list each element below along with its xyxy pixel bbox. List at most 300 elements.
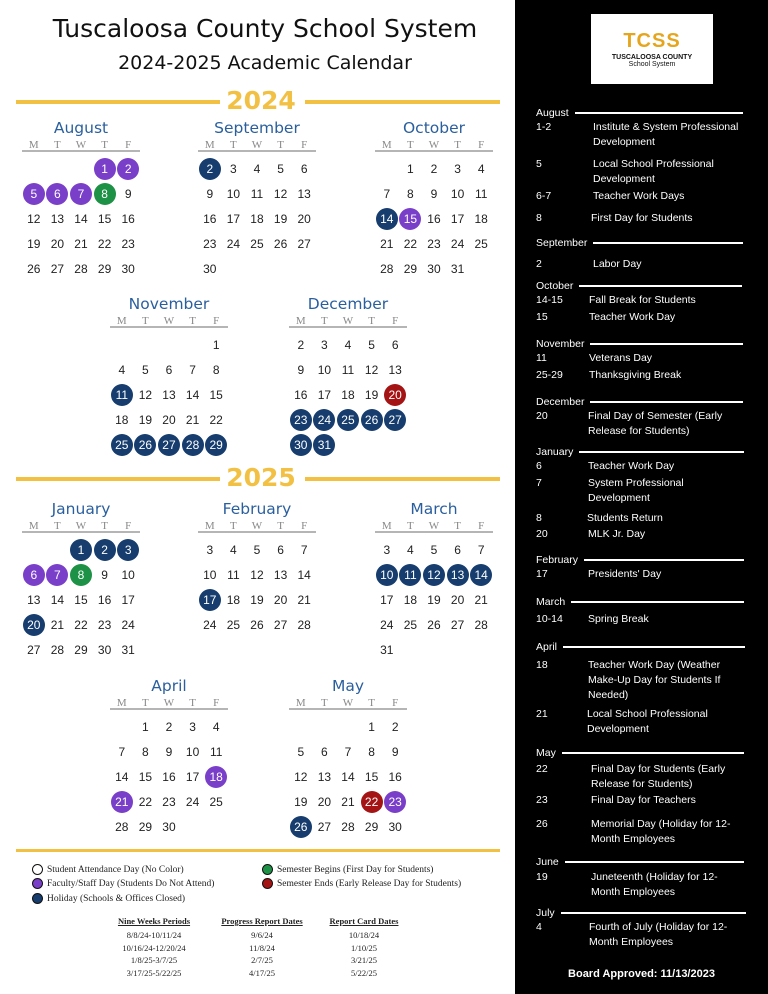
day-number: 17 [317, 387, 332, 402]
day-marked-sb: 8 [94, 183, 116, 205]
day-number: 16 [388, 769, 402, 784]
day-cell [116, 258, 140, 280]
district-logo [591, 14, 713, 84]
day-empty [46, 158, 68, 180]
event-description: Final Day for Students (Early Release for Students) [591, 763, 726, 790]
day-cell [198, 158, 222, 180]
day-cell [46, 233, 70, 255]
event-description: Teacher Work Day [588, 460, 675, 472]
day-number: 21 [380, 236, 394, 251]
event-date: 10-14 [536, 613, 563, 625]
weekday-header-row [198, 138, 316, 152]
day-empty [376, 158, 398, 180]
week-row [289, 432, 407, 457]
day-empty [46, 539, 68, 561]
weekday-label: T [454, 139, 461, 151]
day-marked-hol: 29 [205, 434, 227, 456]
purple-circle-icon [32, 878, 43, 889]
weekday-label: F [478, 139, 485, 151]
day-number: 9 [206, 186, 214, 201]
week-row [289, 407, 407, 432]
day-number: 10 [121, 567, 135, 582]
day-cell [269, 158, 293, 180]
month-name: April [151, 677, 187, 695]
event-date: 18 [536, 659, 548, 671]
day-cell [399, 614, 423, 636]
day-number: 8 [142, 744, 149, 759]
day-empty [470, 639, 492, 661]
day-cell [204, 791, 228, 813]
day-number: 5 [368, 337, 375, 352]
day-number: 31 [380, 642, 394, 657]
day-cell [69, 158, 93, 180]
day-marked-sb: 8 [70, 564, 92, 586]
day-number: 19 [273, 211, 288, 226]
day-cell [422, 539, 446, 561]
day-cell [93, 208, 117, 230]
day-number: 5 [277, 161, 284, 176]
sidebar-month-label: January [536, 446, 574, 458]
day-cell [110, 334, 134, 356]
day-number: 24 [380, 617, 394, 632]
day-cell [93, 589, 117, 611]
day-number: 28 [380, 261, 394, 276]
month-name: May [331, 677, 365, 695]
day-empty [313, 716, 335, 738]
day-empty [111, 334, 133, 356]
sidebar-event [536, 476, 751, 516]
day-cell [110, 409, 134, 431]
day-number: 25 [403, 617, 418, 632]
weekday-label: F [125, 139, 132, 151]
day-cell [399, 233, 423, 255]
day-cell [93, 233, 117, 255]
day-number: 4 [253, 161, 261, 176]
event-date: 21 [536, 708, 548, 720]
day-number: 16 [121, 211, 135, 226]
day-marked-hol: 3 [117, 539, 139, 561]
day-number: 19 [427, 592, 441, 607]
day-cell [360, 816, 384, 838]
day-cell [469, 258, 493, 280]
day-cell [245, 614, 269, 636]
day-cell [69, 258, 93, 280]
week-row [375, 587, 493, 612]
day-number: 9 [297, 362, 305, 377]
weekday-label: T [189, 697, 196, 709]
day-cell [383, 766, 407, 788]
day-number: 19 [364, 387, 379, 402]
weekday-label: T [54, 520, 61, 532]
day-number: 17 [380, 592, 394, 607]
week-row [22, 612, 140, 637]
weekday-label: T [454, 520, 461, 532]
weekday-label: M [295, 315, 306, 327]
week-row [375, 206, 493, 231]
week-row [289, 814, 407, 839]
day-number: 1 [407, 161, 414, 176]
day-cell [116, 614, 140, 636]
day-marked-se: 20 [384, 384, 406, 406]
month-october [375, 118, 493, 281]
month-december [289, 294, 407, 457]
weekday-label: W [428, 520, 440, 532]
day-number: 20 [162, 412, 176, 427]
day-cell [360, 409, 384, 431]
footer-divider [16, 849, 500, 852]
day-number: 1 [212, 337, 220, 352]
day-cell [222, 208, 246, 230]
day-cell [446, 258, 470, 280]
day-cell [336, 434, 360, 456]
day-number: 7 [344, 744, 352, 759]
day-cell [446, 233, 470, 255]
nine-weeks-row: 8/8/24-10/11/24 [126, 930, 182, 940]
week-row [375, 562, 493, 587]
day-cell [46, 258, 70, 280]
day-number: 4 [230, 542, 237, 557]
event-description: Local School Professional Development [593, 158, 714, 185]
month-rule [561, 912, 746, 914]
day-cell [181, 359, 205, 381]
day-number: 20 [50, 236, 65, 251]
day-cell [245, 539, 269, 561]
day-marked-hol: 12 [423, 564, 445, 586]
week-row [375, 231, 493, 256]
sidebar-event [536, 409, 751, 449]
sidebar-month-label: November [536, 338, 585, 350]
event-date: 14-15 [536, 294, 563, 306]
event-description: Spring Break [588, 613, 649, 625]
day-number: 16 [427, 211, 441, 226]
day-number: 12 [138, 387, 153, 402]
day-cell [245, 258, 269, 280]
day-cell [69, 639, 93, 661]
day-cell [399, 639, 423, 661]
day-number: 21 [74, 236, 88, 251]
day-cell [375, 589, 399, 611]
day-number: 3 [321, 337, 328, 352]
day-cell [292, 158, 316, 180]
event-date: 15 [536, 311, 548, 323]
day-number: 28 [474, 617, 488, 632]
day-marked-hol: 27 [384, 409, 406, 431]
day-cell [46, 208, 70, 230]
day-cell [181, 384, 205, 406]
page-title: Tuscaloosa County School System [52, 14, 478, 43]
day-number: 28 [341, 819, 355, 834]
event-description: Teacher Work Day (Weather Make-Up Day for Students If Needed) [588, 659, 721, 701]
week-row [198, 156, 316, 181]
navy-circle-icon [32, 893, 43, 904]
day-marked-fac: 15 [399, 208, 421, 230]
day-cell [360, 766, 384, 788]
day-empty [23, 539, 45, 561]
sidebar-month-label: December [536, 396, 585, 408]
day-cell [116, 589, 140, 611]
day-cell [383, 741, 407, 763]
day-empty [337, 434, 359, 456]
day-cell [22, 158, 46, 180]
day-empty [399, 639, 421, 661]
day-number: 7 [383, 186, 391, 201]
day-cell [93, 564, 117, 586]
weekday-label: M [204, 520, 215, 532]
day-cell [157, 766, 181, 788]
day-cell [134, 434, 158, 456]
day-cell [375, 233, 399, 255]
day-cell [399, 539, 423, 561]
day-cell [269, 208, 293, 230]
sidebar-month-label: July [536, 907, 555, 919]
day-empty [470, 258, 492, 280]
day-empty [134, 334, 156, 356]
day-cell [375, 258, 399, 280]
day-number: 5 [297, 744, 305, 759]
day-cell [313, 384, 337, 406]
day-cell [204, 741, 228, 763]
day-empty [205, 816, 227, 838]
day-number: 6 [165, 362, 173, 377]
day-number: 3 [230, 161, 237, 176]
day-number: 14 [115, 769, 129, 784]
weekday-header-row [289, 314, 407, 328]
week-row [110, 789, 228, 814]
event-date: 26 [536, 818, 548, 830]
day-cell [375, 614, 399, 636]
month-january [22, 499, 140, 662]
month-rule [575, 112, 743, 114]
day-marked-fac: 7 [46, 564, 68, 586]
event-description: Veterans Day [589, 352, 653, 364]
day-cell [110, 766, 134, 788]
event-date: 2 [536, 258, 542, 270]
day-number: 28 [115, 819, 129, 834]
day-number: 30 [388, 819, 402, 834]
day-number: 24 [121, 617, 135, 632]
day-number: 28 [50, 642, 65, 657]
day-cell [383, 409, 407, 431]
day-empty [182, 816, 204, 838]
day-number: 10 [450, 186, 465, 201]
day-cell [222, 539, 246, 561]
day-marked-hol: 11 [111, 384, 133, 406]
day-number: 28 [297, 617, 311, 632]
day-cell [157, 384, 181, 406]
sidebar-event [536, 567, 751, 607]
day-cell [204, 716, 228, 738]
day-cell [93, 258, 117, 280]
day-number: 16 [294, 387, 308, 402]
event-date: 6-7 [536, 190, 552, 202]
day-cell [336, 766, 360, 788]
weekday-header-row [375, 138, 493, 152]
day-cell [222, 614, 246, 636]
day-number: 6 [391, 337, 399, 352]
week-row [289, 382, 407, 407]
day-number: 11 [227, 567, 240, 582]
day-marked-hol: 20 [23, 614, 45, 636]
sidebar-event [536, 870, 751, 910]
day-number: 16 [203, 211, 217, 226]
day-cell [181, 434, 205, 456]
day-cell [69, 539, 93, 561]
day-number: 14 [341, 769, 355, 784]
day-cell [181, 766, 205, 788]
weekday-label: T [101, 520, 108, 532]
logo-mark: TCSS [623, 30, 681, 52]
day-number: 21 [185, 412, 200, 427]
sidebar-event [536, 707, 751, 747]
day-cell [289, 766, 313, 788]
day-marked-hol: 26 [290, 816, 312, 838]
day-cell [157, 434, 181, 456]
day-empty [293, 258, 315, 280]
day-cell [204, 434, 228, 456]
day-cell [69, 233, 93, 255]
day-cell [422, 158, 446, 180]
day-cell [134, 334, 158, 356]
day-number: 30 [162, 819, 176, 834]
day-number: 21 [50, 617, 65, 632]
day-number: 18 [115, 412, 129, 427]
week-row [198, 612, 316, 637]
weekday-label: W [251, 520, 263, 532]
day-cell [93, 158, 117, 180]
month-name: January [51, 500, 111, 518]
day-cell [204, 359, 228, 381]
day-cell [93, 639, 117, 661]
weekday-label: T [407, 139, 414, 151]
legend-item-holiday: Holiday (Schools & Offices Closed) [32, 893, 185, 904]
day-number: 23 [427, 236, 441, 251]
nine-weeks-header: Nine Weeks Periods [117, 916, 191, 926]
day-cell [222, 258, 246, 280]
day-cell [157, 816, 181, 838]
day-cell [399, 564, 423, 586]
day-cell [313, 766, 337, 788]
event-date: 8 [536, 212, 542, 224]
week-row [22, 231, 140, 256]
event-description: Fall Break for Students [589, 294, 696, 306]
weekday-label: T [321, 315, 328, 327]
day-cell [269, 258, 293, 280]
weekday-header-row [22, 519, 140, 533]
day-cell [360, 359, 384, 381]
day-cell [375, 183, 399, 205]
event-description: MLK Jr. Day [588, 528, 646, 540]
day-empty [361, 434, 383, 456]
event-date: 6 [536, 460, 542, 472]
week-row [289, 332, 407, 357]
day-number: 29 [403, 261, 418, 276]
weekday-label: T [101, 139, 108, 151]
day-cell [93, 539, 117, 561]
weekday-label: M [116, 315, 127, 327]
day-number: 22 [74, 617, 88, 632]
day-number: 30 [427, 261, 441, 276]
day-cell [22, 233, 46, 255]
event-description: Memorial Day (Holiday for 12-Month Employees [591, 818, 731, 845]
day-number: 14 [74, 211, 88, 226]
day-cell [116, 183, 140, 205]
day-number: 26 [273, 236, 288, 251]
day-number: 10 [317, 362, 332, 377]
day-number: 12 [273, 186, 288, 201]
day-marked-fac: 18 [205, 766, 227, 788]
day-cell [289, 816, 313, 838]
day-cell [116, 158, 140, 180]
day-cell [383, 359, 407, 381]
day-number: 2 [391, 719, 399, 734]
week-row [110, 407, 228, 432]
week-row [22, 587, 140, 612]
day-cell [313, 409, 337, 431]
day-cell [446, 158, 470, 180]
day-number: 11 [474, 186, 488, 201]
day-cell [399, 183, 423, 205]
day-cell [422, 614, 446, 636]
day-marked-hol: 14 [376, 208, 398, 230]
day-cell [446, 208, 470, 230]
day-number: 4 [477, 161, 485, 176]
month-may [289, 676, 407, 839]
month-september [198, 118, 316, 281]
day-cell [383, 716, 407, 738]
day-number: 21 [341, 794, 355, 809]
event-description: Presidents' Day [588, 568, 662, 580]
week-row [110, 739, 228, 764]
day-number: 15 [97, 211, 112, 226]
day-cell [360, 791, 384, 813]
day-marked-hol: 13 [447, 564, 469, 586]
weekday-label: W [428, 139, 440, 151]
day-cell [360, 434, 384, 456]
day-cell [110, 741, 134, 763]
week-row [198, 562, 316, 587]
day-number: 27 [273, 617, 288, 632]
week-row [375, 181, 493, 206]
week-row [110, 332, 228, 357]
day-empty [337, 716, 359, 738]
day-number: 22 [209, 412, 223, 427]
day-empty [222, 258, 244, 280]
day-cell [269, 564, 293, 586]
day-number: 23 [162, 794, 176, 809]
day-cell [292, 233, 316, 255]
day-cell [181, 334, 205, 356]
day-number: 14 [297, 567, 311, 582]
day-cell [336, 359, 360, 381]
day-cell [292, 258, 316, 280]
day-cell [336, 741, 360, 763]
day-marked-hol: 26 [134, 434, 156, 456]
day-cell [469, 539, 493, 561]
day-cell [69, 564, 93, 586]
month-rule [579, 451, 744, 453]
month-name: November [128, 295, 210, 313]
day-number: 21 [474, 592, 488, 607]
sidebar-event [536, 658, 751, 701]
event-description: Institute & System Professional Development [593, 121, 739, 148]
day-marked-hol: 27 [158, 434, 180, 456]
day-cell [313, 334, 337, 356]
day-number: 15 [138, 769, 153, 784]
day-marked-fac: 1 [94, 158, 116, 180]
day-marked-fac: 6 [46, 183, 68, 205]
day-cell [181, 741, 205, 763]
week-row [22, 206, 140, 231]
